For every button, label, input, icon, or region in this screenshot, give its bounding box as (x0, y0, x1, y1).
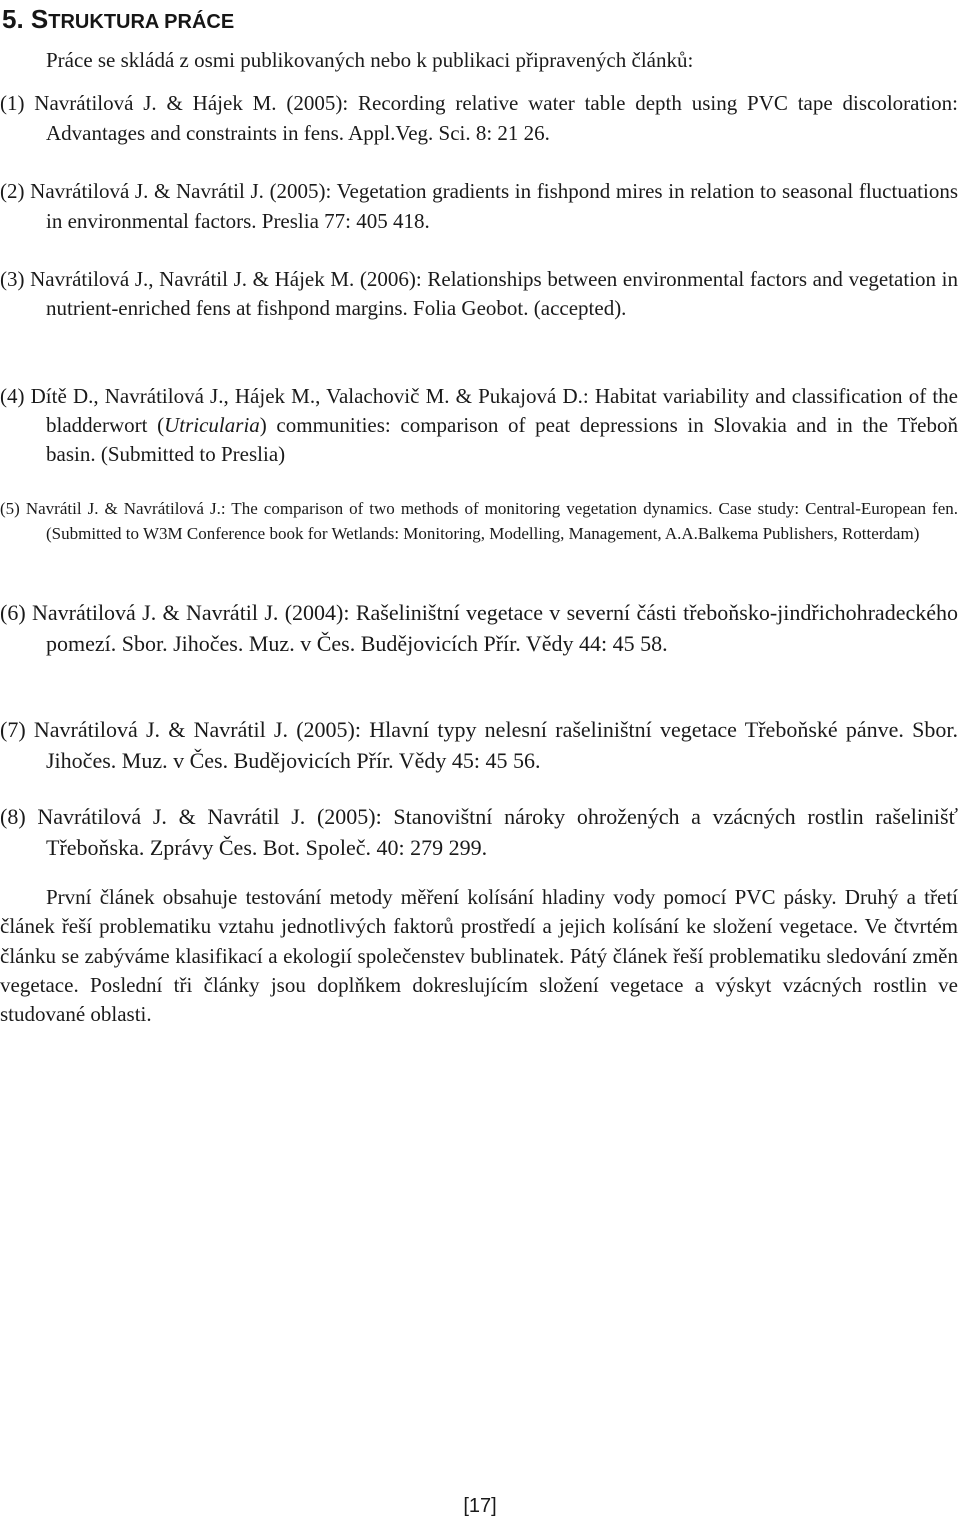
reference-1: (1) Navrátilová J. & Hájek M. (2005): Recording relative water table depth using PVC tape discoloration: Advantages and constraints in fens. Appl.Veg. Sci. 8: 21 26. (0, 91, 958, 145)
reference-4-genus: Utricularia (164, 413, 260, 437)
reference-6: (6) Navrátilová J. & Navrátil J. (2004): Rašeliništní vegetace v severní části třeboňsko-jindřichohradeckého pomezí. Sbor. Jihočes. Muz. v Čes. Budějovicích Přír. Vědy 44: 45 58. (0, 600, 958, 656)
reference-4-before: (4) Dítě D., Navrátilová J., Hájek M., Valachovič M. & Pukajová D.: Habitat variability and classification of the bladderwort ( (0, 384, 958, 437)
section-title-initial: S (30, 4, 49, 34)
reference-3: (3) Navrátilová J., Navrátil J. & Hájek M. (2006): Relationships between environmental factors and vegetation in nutrient-enriched fens at fishpond margins. Folia Geobot. (accepted). (0, 267, 958, 320)
section-number: 5. (2, 4, 31, 34)
intro-text: Práce se skládá z osmi publikovaných nebo k publikaci připravených článků: (46, 48, 694, 72)
reference-7: (7) Navrátilová J. & Navrátil J. (2005): Hlavní typy nelesní rašeliništní vegetace Třeboňské pánve. Sbor. Jihočes. Muz. v Čes. Budějovicích Přír. Vědy 45: 45 56. (0, 717, 958, 773)
reference-4 (0, 382, 958, 469)
section-title-rest: TRUKTURA PRÁCE (48, 11, 235, 33)
reference-5: (5) Navrátil J. & Navrátilová J.: The comparison of two methods of monitoring vegetation dynamics. Case study: Central-European fen. (Submitted to W3M Conference book for Wetlands: Monitoring, Modelling, Management, A.A.Balkema Publishers, Rotterdam) (0, 499, 958, 543)
section-heading (2, 2, 234, 39)
page-number: [17] (463, 1495, 497, 1517)
reference-8: (8) Navrátilová J. & Navrátil J. (2005): Stanovištní nároky ohrožených a vzácných rostlin rašelinišť Třeboňska. Zprávy Čes. Bot. Společ. 40: 279 299. (0, 804, 958, 860)
summary-paragraph: První článek obsahuje testování metody měření kolísání hladiny vody pomocí PVC pásky. Druhý a třetí článek řeší problematiku vztahu jednotlivých faktorů prostředí a jejich kolísání ke složení vegetace. Ve čtvrtém článku se zabýváme klasifikací a ekologií společenstev bublinatek. Pátý článek řeší problematiku sledování změn vegetace. Poslední tři články jsou doplňkem dokreslujícím složení vegetace a výskyt vzácných rostlin ve studované oblasti. (0, 885, 958, 1027)
reference-2: (2) Navrátilová J. & Navrátil J. (2005): Vegetation gradients in fishpond mires in relation to seasonal fluctuations in environmental factors. Preslia 77: 405 418. (0, 179, 958, 233)
reference-4-after: ) communities: comparison of peat depressions in Slovakia and in the Třeboň basin. (Submitted to Preslia) (46, 413, 958, 466)
